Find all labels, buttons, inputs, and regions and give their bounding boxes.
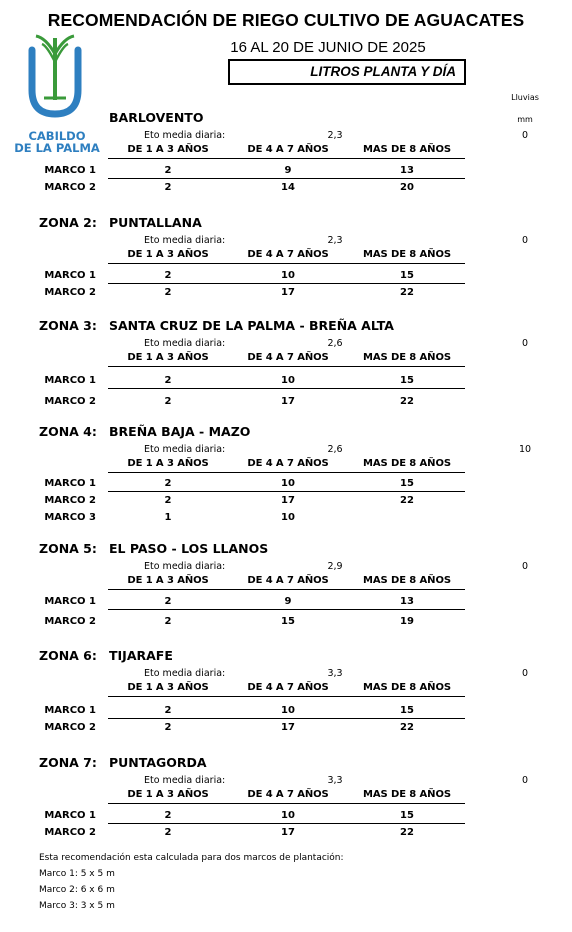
table-cell: 15 (400, 375, 414, 386)
marco-label: MARCO 2 (44, 182, 96, 193)
marco-label: MARCO 2 (44, 616, 96, 627)
column-header: MAS DE 8 AÑOS (363, 789, 451, 800)
zone-block (0, 318, 572, 418)
column-header: DE 4 A 7 AÑOS (247, 352, 329, 363)
zone-block (0, 110, 572, 210)
eto-label: Eto media diaria: (144, 130, 226, 141)
date-range: 16 AL 20 DE JUNIO DE 2025 (230, 39, 426, 56)
footer-marco-1: Marco 1: 5 x 5 m (39, 869, 115, 879)
column-header: DE 1 A 3 AÑOS (127, 458, 209, 469)
row-divider (108, 823, 465, 824)
table-cell: 10 (281, 705, 295, 716)
marco-label: MARCO 1 (44, 165, 96, 176)
column-header: DE 1 A 3 AÑOS (127, 249, 209, 260)
table-cell: 13 (400, 596, 414, 607)
eto-label: Eto media diaria: (144, 235, 226, 246)
table-cell: 17 (281, 495, 295, 506)
zone-label: ZONA 5: (39, 541, 97, 556)
table-cell: 17 (281, 396, 295, 407)
column-header: DE 4 A 7 AÑOS (247, 144, 329, 155)
logo-text-line2: DE LA PALMA (14, 141, 100, 155)
zone-name: BREÑA BAJA - MAZO (109, 424, 251, 439)
eto-value: 3,3 (327, 775, 343, 786)
rain-header-unit: mm (517, 115, 533, 124)
table-cell: 22 (400, 287, 414, 298)
zone-name: PUNTAGORDA (109, 755, 207, 770)
column-header: MAS DE 8 AÑOS (363, 144, 451, 155)
logo-text-line1: CABILDO (28, 129, 86, 143)
table-cell: 10 (281, 478, 295, 489)
table-cell: 22 (400, 396, 414, 407)
table-cell: 10 (281, 270, 295, 281)
page-title: RECOMENDACIÓN DE RIEGO CULTIVO DE AGUACATES (47, 10, 525, 30)
column-header: DE 4 A 7 AÑOS (247, 249, 329, 260)
table-cell: 19 (400, 616, 414, 627)
eto-value: 2,3 (327, 235, 343, 246)
rain-value: 0 (521, 235, 529, 246)
table-cell: 2 (164, 375, 172, 386)
column-header: MAS DE 8 AÑOS (363, 352, 451, 363)
table-cell: 22 (400, 722, 414, 733)
table-cell: 17 (281, 722, 295, 733)
footer-marco-2: Marco 2: 6 x 6 m (39, 885, 115, 895)
marco-label: MARCO 1 (44, 810, 96, 821)
footer-notes (39, 850, 344, 914)
table-cell: 2 (164, 270, 172, 281)
marco-label: MARCO 1 (44, 375, 96, 386)
row-divider (108, 283, 465, 284)
row-divider (108, 609, 465, 610)
table-cell: 15 (400, 810, 414, 821)
footer-note: Esta recomendación esta calculada para dos marcos de plantación: (39, 853, 344, 863)
eto-value: 2,9 (327, 561, 343, 572)
table-cell: 2 (164, 616, 172, 627)
table-cell: 2 (164, 165, 172, 176)
table-cell: 17 (281, 827, 295, 838)
row-divider (108, 718, 465, 719)
table-cell: 15 (400, 270, 414, 281)
table-cell: 10 (281, 512, 295, 523)
column-header: DE 4 A 7 AÑOS (247, 575, 329, 586)
table-cell: 2 (164, 287, 172, 298)
zone-name: PUNTALLANA (109, 215, 202, 230)
eto-label: Eto media diaria: (144, 561, 226, 572)
header-divider (108, 696, 465, 697)
table-cell: 22 (400, 827, 414, 838)
table-cell: 13 (400, 165, 414, 176)
column-header: DE 1 A 3 AÑOS (127, 789, 209, 800)
eto-label: Eto media diaria: (144, 668, 226, 679)
row-divider (108, 388, 465, 389)
rain-value: 0 (521, 668, 529, 679)
table-cell: 15 (281, 616, 295, 627)
column-header: MAS DE 8 AÑOS (363, 458, 451, 469)
zone-label: ZONA 6: (39, 648, 97, 663)
rain-value: 0 (521, 338, 529, 349)
eto-value: 3,3 (327, 668, 343, 679)
header-divider (108, 472, 465, 473)
marco-label: MARCO 3 (44, 512, 96, 523)
zone-label: ZONA 7: (39, 755, 97, 770)
table-cell: 10 (281, 810, 295, 821)
zone-block (0, 424, 572, 524)
marco-label: MARCO 2 (44, 827, 96, 838)
column-header: DE 1 A 3 AÑOS (127, 575, 209, 586)
zone-block (0, 541, 572, 641)
table-cell: 2 (164, 722, 172, 733)
marco-label: MARCO 1 (44, 705, 96, 716)
table-cell: 9 (284, 165, 292, 176)
table-cell: 15 (400, 705, 414, 716)
table-cell: 15 (400, 478, 414, 489)
marco-label: MARCO 2 (44, 287, 96, 298)
marco-label: MARCO 1 (44, 478, 96, 489)
eto-value: 2,3 (327, 130, 343, 141)
column-header: DE 1 A 3 AÑOS (127, 682, 209, 693)
table-cell: 9 (284, 596, 292, 607)
units-box: LITROS PLANTA Y DÍA (228, 59, 466, 85)
rain-value: 0 (521, 561, 529, 572)
table-cell: 2 (164, 478, 172, 489)
zone-label: ZONA 4: (39, 424, 97, 439)
rain-header-label: Lluvias (511, 93, 539, 102)
column-header: DE 4 A 7 AÑOS (247, 458, 329, 469)
header-divider (108, 366, 465, 367)
table-cell: 10 (281, 375, 295, 386)
table-cell: 17 (281, 287, 295, 298)
column-header: MAS DE 8 AÑOS (363, 249, 451, 260)
table-cell: 2 (164, 182, 172, 193)
column-header: MAS DE 8 AÑOS (363, 575, 451, 586)
eto-value: 2,6 (327, 338, 343, 349)
table-cell: 2 (164, 396, 172, 407)
zone-name: SANTA CRUZ DE LA PALMA - BREÑA ALTA (109, 318, 394, 333)
column-header: DE 4 A 7 AÑOS (247, 789, 329, 800)
table-cell: 2 (164, 810, 172, 821)
marco-label: MARCO 2 (44, 722, 96, 733)
eto-label: Eto media diaria: (144, 775, 226, 786)
zone-block (0, 648, 572, 748)
table-cell: 22 (400, 495, 414, 506)
eto-label: Eto media diaria: (144, 444, 226, 455)
table-cell: 20 (400, 182, 414, 193)
header-divider (108, 158, 465, 159)
table-cell: 2 (164, 705, 172, 716)
table-cell: 2 (164, 495, 172, 506)
row-divider (108, 491, 465, 492)
zone-name: TIJARAFE (109, 648, 173, 663)
table-cell: 2 (164, 596, 172, 607)
column-header: DE 4 A 7 AÑOS (247, 682, 329, 693)
eto-value: 2,6 (327, 444, 343, 455)
footer-marco-3: Marco 3: 3 x 5 m (39, 901, 115, 911)
column-header: MAS DE 8 AÑOS (363, 682, 451, 693)
zone-label: ZONA 2: (39, 215, 97, 230)
marco-label: MARCO 2 (44, 495, 96, 506)
zone-name: EL PASO - LOS LLANOS (109, 541, 269, 556)
zone-label: ZONA 3: (39, 318, 97, 333)
table-cell: 2 (164, 827, 172, 838)
rain-value: 10 (518, 444, 532, 455)
zone-block (0, 755, 572, 855)
header-divider (108, 803, 465, 804)
header-divider (108, 589, 465, 590)
rain-value: 0 (521, 775, 529, 786)
column-header: DE 1 A 3 AÑOS (127, 144, 209, 155)
zone-block (0, 215, 572, 315)
row-divider (108, 178, 465, 179)
header-divider (108, 263, 465, 264)
rain-value: 0 (521, 130, 529, 141)
marco-label: MARCO 2 (44, 396, 96, 407)
eto-label: Eto media diaria: (144, 338, 226, 349)
table-cell: 14 (281, 182, 295, 193)
marco-label: MARCO 1 (44, 270, 96, 281)
table-cell: 1 (164, 512, 172, 523)
column-header: DE 1 A 3 AÑOS (127, 352, 209, 363)
zone-name: BARLOVENTO (109, 110, 204, 125)
marco-label: MARCO 1 (44, 596, 96, 607)
